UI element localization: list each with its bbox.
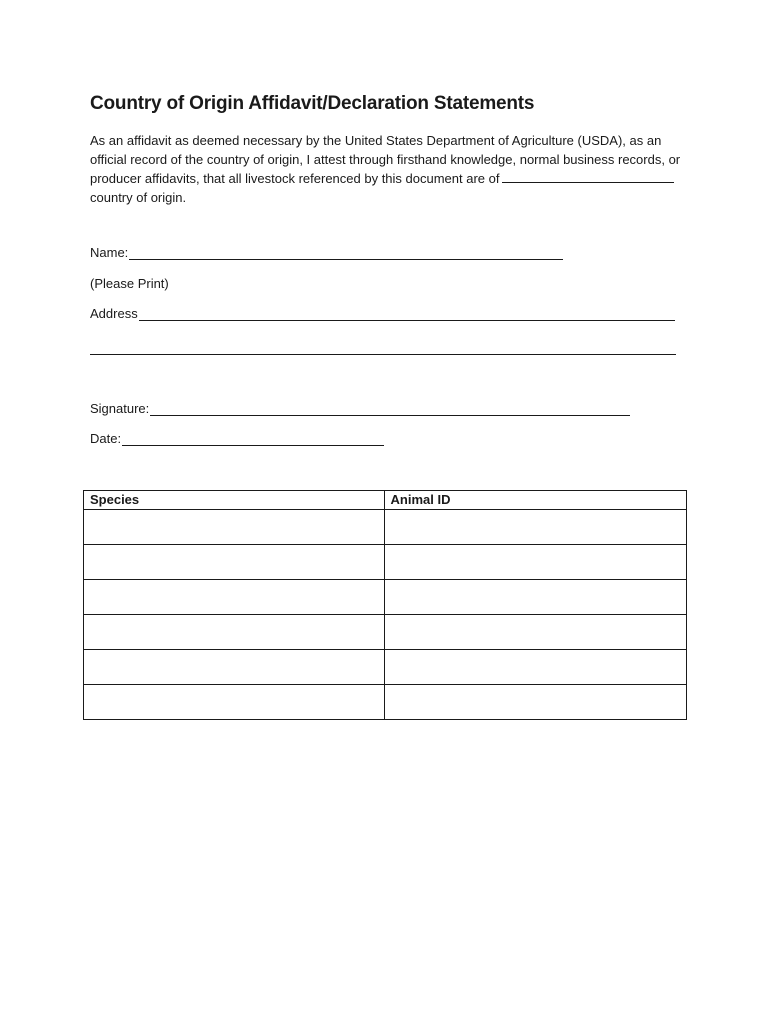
- date-field-row: [90, 431, 384, 446]
- livestock-table: [83, 490, 687, 720]
- animal-id-cell[interactable]: [384, 685, 687, 720]
- animal-id-cell[interactable]: [384, 545, 687, 580]
- address-field-row: [90, 306, 675, 321]
- intro-line-3-text: producer affidavits, that all livestock referenced by this document are of: [90, 171, 500, 186]
- species-cell[interactable]: [84, 545, 385, 580]
- date-label: Date:: [90, 431, 122, 446]
- animal-id-cell[interactable]: [384, 650, 687, 685]
- signature-field-row: [90, 401, 630, 416]
- intro-line-4: country of origin.: [90, 190, 187, 205]
- species-cell[interactable]: [84, 650, 385, 685]
- name-field-row: [90, 245, 563, 260]
- country-blank-field[interactable]: [502, 170, 674, 183]
- table-row: [84, 545, 687, 580]
- date-field[interactable]: [122, 432, 384, 446]
- animal-id-cell[interactable]: [384, 580, 687, 615]
- species-cell[interactable]: [84, 615, 385, 650]
- intro-paragraph: [90, 131, 690, 207]
- table-row: [84, 580, 687, 615]
- animal-id-cell[interactable]: [384, 510, 687, 545]
- table-header-row: [84, 491, 687, 510]
- address-label: Address: [90, 306, 138, 321]
- name-field[interactable]: [129, 246, 563, 260]
- page-title: Country of Origin Affidavit/Declaration Statements: [90, 93, 535, 114]
- address-field[interactable]: [139, 307, 675, 321]
- table-row: [84, 615, 687, 650]
- intro-line-3: [90, 169, 690, 188]
- table-row: [84, 685, 687, 720]
- intro-line-2: official record of the country of origin, I attest through firsthand knowledge, normal business records, or: [90, 152, 681, 167]
- animal-id-cell[interactable]: [384, 615, 687, 650]
- table-row: [84, 510, 687, 545]
- species-column-header: Species: [84, 491, 385, 510]
- signature-label: Signature:: [90, 401, 150, 416]
- table-row: [84, 650, 687, 685]
- species-cell[interactable]: [84, 580, 385, 615]
- please-print-note: (Please Print): [90, 276, 169, 291]
- intro-line-1: As an affidavit as deemed necessary by the United States Department of Agriculture (USDA), as an: [90, 133, 662, 148]
- name-label: Name:: [90, 245, 129, 260]
- species-cell[interactable]: [84, 510, 385, 545]
- animal-id-column-header: Animal ID: [384, 491, 687, 510]
- signature-field[interactable]: [150, 402, 630, 416]
- species-cell[interactable]: [84, 685, 385, 720]
- address-line-2-field[interactable]: [90, 354, 676, 355]
